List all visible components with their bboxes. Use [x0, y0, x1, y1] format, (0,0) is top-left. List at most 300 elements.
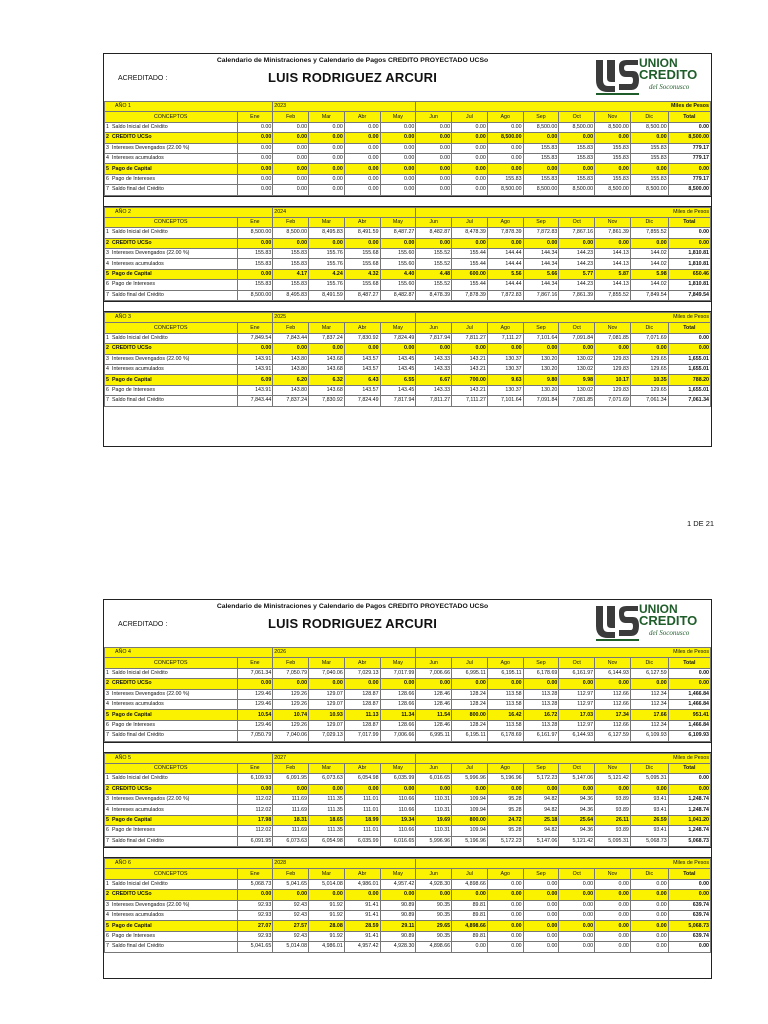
logo-line1: UNION [639, 602, 678, 616]
table-cell: 0.00 [380, 164, 416, 174]
table-cell: 0.00 [630, 900, 668, 910]
table-cell: 0.00 [595, 238, 631, 248]
table-cell: 0.00 [668, 879, 710, 889]
table-cell: 129.46 [237, 699, 273, 709]
table-cell: 113.58 [487, 699, 523, 709]
table-cell: 143.21 [452, 364, 488, 374]
table-cell: 6,178.69 [523, 668, 559, 678]
table-cell: 128.46 [416, 689, 452, 699]
table-cell: 5.87 [595, 269, 631, 279]
table-cell: 5,147.06 [523, 836, 559, 846]
table-cell: 0.00 [487, 153, 523, 163]
row-label-text: Saldo Inicial del Crédito [112, 775, 168, 782]
table-cell: 144.13 [595, 280, 631, 290]
table-cell: 7,837.24 [273, 396, 309, 406]
table-cell: 129.26 [273, 720, 309, 730]
table-cell: 0.00 [487, 931, 523, 941]
table-cell: 0.00 [452, 784, 488, 794]
table-cell: 0.00 [309, 238, 345, 248]
table-cell: 7,029.13 [344, 668, 380, 678]
table-cell: 7,811.27 [452, 333, 488, 343]
month-header: Dic [630, 658, 668, 668]
row-label-text: Pago de Intereses [112, 721, 155, 728]
table-cell: 94.36 [559, 826, 595, 836]
table-cell: 7,830.92 [344, 333, 380, 343]
year-value: 2026 [273, 648, 416, 658]
table-cell: 94.36 [559, 805, 595, 815]
row-index: 4 [106, 260, 109, 267]
year-value: 2027 [273, 753, 416, 763]
table-cell: 0.00 [630, 784, 668, 794]
table-cell: 0.00 [668, 344, 710, 354]
table-cell: 0.00 [668, 774, 710, 784]
table-cell: 8,500.00 [668, 133, 710, 143]
table-cell: 0.00 [273, 122, 309, 132]
table-cell: 0.00 [487, 942, 523, 952]
table-cell: 0.00 [416, 344, 452, 354]
year-label: AÑO 5 [105, 753, 273, 763]
table-cell: 109.94 [452, 805, 488, 815]
table-cell: 1,041.20 [668, 815, 710, 825]
table-cell: 7,081.85 [559, 396, 595, 406]
table-cell: 130.37 [487, 364, 523, 374]
month-header: May [380, 112, 416, 122]
table-cell: 0.00 [452, 890, 488, 900]
table-cell: 143.57 [344, 354, 380, 364]
table-cell: 4,957.42 [344, 942, 380, 952]
row-index: 7 [106, 186, 109, 193]
month-header: Sep [523, 658, 559, 668]
table-cell: 27.57 [273, 921, 309, 931]
row-index: 6 [106, 932, 109, 939]
table-cell: 7,843.44 [273, 333, 309, 343]
table-cell: 6,995.11 [416, 731, 452, 741]
row-label [105, 185, 238, 195]
month-header: Abr [344, 869, 380, 879]
table-cell: 0.00 [380, 784, 416, 794]
table-cell: 7,040.06 [273, 731, 309, 741]
table-cell: 128.87 [344, 720, 380, 730]
row-label [105, 133, 238, 143]
table-cell: 95.28 [487, 826, 523, 836]
table-cell: 6,144.93 [559, 731, 595, 741]
table-row [105, 333, 711, 343]
table-cell: 7,061.34 [668, 396, 710, 406]
row-label-text: Saldo final del Crédito [112, 732, 164, 739]
table-cell: 6,016.65 [380, 836, 416, 846]
year-row [105, 102, 711, 112]
table-cell: 129.65 [630, 385, 668, 395]
table-cell: 0.00 [452, 164, 488, 174]
row-label-text: CREDITO UCSo [112, 239, 152, 246]
table-cell: 9.80 [523, 375, 559, 385]
table-cell: 92.43 [273, 931, 309, 941]
row-index: 5 [106, 817, 109, 824]
column-header-row [105, 323, 711, 333]
table-cell: 0.00 [559, 910, 595, 920]
table-cell: 130.20 [523, 385, 559, 395]
table-cell: 0.00 [559, 931, 595, 941]
table-cell: 6,109.93 [630, 731, 668, 741]
table-cell: 0.00 [487, 164, 523, 174]
table-cell: 0.00 [559, 133, 595, 143]
row-label-text: Intereses acumulados [112, 155, 164, 162]
table-cell: 111.69 [273, 826, 309, 836]
table-cell: 9.98 [559, 375, 595, 385]
row-index: 1 [106, 669, 109, 676]
table-cell: 6.09 [237, 375, 273, 385]
row-label [105, 774, 238, 784]
table-cell: 7,837.24 [309, 333, 345, 343]
month-header: Dic [630, 869, 668, 879]
column-header-row [105, 217, 711, 227]
schedule-page-1 [103, 53, 712, 447]
table-cell: 0.00 [559, 164, 595, 174]
row-label [105, 333, 238, 343]
table-cell: 129.83 [595, 364, 631, 374]
table-cell: 0.00 [452, 133, 488, 143]
table-cell: 0.00 [523, 910, 559, 920]
table-cell: 0.00 [237, 143, 273, 153]
month-header: Feb [273, 217, 309, 227]
table-cell: 8,500.00 [523, 185, 559, 195]
table-cell: 6,091.95 [273, 774, 309, 784]
row-index: 4 [106, 806, 109, 813]
row-label [105, 879, 238, 889]
table-cell: 129.26 [273, 699, 309, 709]
table-cell: 144.23 [559, 280, 595, 290]
logo-subtitle: del Soconusco [649, 83, 690, 91]
section-divider [104, 196, 711, 207]
table-cell: 6,144.93 [595, 668, 631, 678]
table-cell: 109.94 [452, 826, 488, 836]
table-cell: 0.00 [523, 344, 559, 354]
table-cell: 0.00 [273, 153, 309, 163]
row-label-text: Saldo final del Crédito [112, 186, 164, 193]
table-cell: 788.20 [668, 375, 710, 385]
table-cell: 144.34 [523, 249, 559, 259]
table-cell: 4.32 [344, 269, 380, 279]
month-header: Dic [630, 323, 668, 333]
table-cell: 8,487.27 [380, 228, 416, 238]
row-label [105, 174, 238, 184]
table-cell: 700.00 [452, 375, 488, 385]
table-cell: 0.00 [452, 679, 488, 689]
table-cell: 8,500.00 [559, 122, 595, 132]
table-cell: 129.07 [309, 720, 345, 730]
month-header: Jul [452, 323, 488, 333]
row-index: 3 [106, 796, 109, 803]
table-cell: 1,655.01 [668, 385, 710, 395]
table-cell: 639.74 [668, 931, 710, 941]
table-cell: 19.69 [416, 815, 452, 825]
table-row [105, 185, 711, 195]
table-cell: 0.00 [668, 228, 710, 238]
table-cell: 779.17 [668, 174, 710, 184]
row-label-text: Saldo final del Crédito [112, 397, 164, 404]
table-cell: 27.07 [237, 921, 273, 931]
table-cell: 112.02 [237, 795, 273, 805]
month-header: Nov [595, 323, 631, 333]
table-cell: 1,655.01 [668, 354, 710, 364]
table-cell: 7,878.39 [487, 228, 523, 238]
table-cell: 5,014.08 [309, 879, 345, 889]
units-label: Miles de Pesos [416, 859, 711, 869]
month-header: Mar [309, 112, 345, 122]
table-cell: 0.00 [523, 784, 559, 794]
table-row [105, 143, 711, 153]
month-header: Jun [416, 217, 452, 227]
table-cell: 111.35 [309, 795, 345, 805]
month-header: Mar [309, 323, 345, 333]
table-cell: 0.00 [344, 185, 380, 195]
table-cell: 8,482.87 [380, 290, 416, 300]
table-cell: 11.34 [380, 710, 416, 720]
table-cell: 0.00 [273, 133, 309, 143]
table-cell: 7,867.16 [559, 228, 595, 238]
table-cell: 10.54 [237, 710, 273, 720]
table-cell: 8,500.00 [630, 185, 668, 195]
table-cell: 6.32 [309, 375, 345, 385]
table-cell: 5,068.73 [237, 879, 273, 889]
table-cell: 0.00 [595, 890, 631, 900]
table-cell: 155.83 [630, 143, 668, 153]
section-divider [104, 742, 711, 753]
table-cell: 1,810.81 [668, 249, 710, 259]
table-cell: 0.00 [559, 679, 595, 689]
table-row [105, 259, 711, 269]
table-cell: 155.68 [344, 280, 380, 290]
table-cell: 91.92 [309, 900, 345, 910]
table-cell: 4.17 [273, 269, 309, 279]
table-cell: 7,849.54 [630, 290, 668, 300]
table-cell: 8,482.87 [416, 228, 452, 238]
table-cell: 128.24 [452, 699, 488, 709]
table-cell: 128.24 [452, 689, 488, 699]
table-cell: 155.83 [559, 174, 595, 184]
table-cell: 129.83 [595, 354, 631, 364]
table-cell: 28.08 [309, 921, 345, 931]
table-cell: 129.07 [309, 689, 345, 699]
table-cell: 0.00 [344, 143, 380, 153]
table-cell: 0.00 [630, 931, 668, 941]
table-cell: 93.89 [595, 795, 631, 805]
table-cell: 7,061.34 [237, 668, 273, 678]
row-label [105, 720, 238, 730]
table-cell: 7,017.99 [344, 731, 380, 741]
table-cell: 8,500.00 [487, 133, 523, 143]
table-cell: 0.00 [595, 164, 631, 174]
row-label [105, 375, 238, 385]
table-cell: 93.89 [595, 805, 631, 815]
table-row [105, 375, 711, 385]
month-header: Ene [237, 217, 273, 227]
row-index: 3 [106, 144, 109, 151]
row-label-text: Pago de Intereses [112, 932, 155, 939]
row-label [105, 689, 238, 699]
table-cell: 26.59 [630, 815, 668, 825]
row-label [105, 931, 238, 941]
table-cell: 143.68 [309, 385, 345, 395]
table-cell: 0.00 [309, 133, 345, 143]
month-header: Dic [630, 112, 668, 122]
table-cell: 92.43 [273, 910, 309, 920]
table-cell: 0.00 [668, 679, 710, 689]
table-cell: 0.00 [630, 890, 668, 900]
row-label-text: Intereses acumulados [112, 912, 164, 919]
table-cell: 90.35 [416, 900, 452, 910]
table-cell: 93.41 [630, 805, 668, 815]
table-cell: 155.83 [237, 280, 273, 290]
year-label: AÑO 2 [105, 207, 273, 217]
table-cell: 6,054.98 [309, 836, 345, 846]
table-cell: 0.00 [595, 910, 631, 920]
table-cell: 6,073.63 [309, 774, 345, 784]
table-cell: 112.02 [237, 826, 273, 836]
table-cell: 5.56 [487, 269, 523, 279]
table-cell: 0.00 [380, 143, 416, 153]
table-cell: 7,855.52 [595, 290, 631, 300]
month-header: Ene [237, 869, 273, 879]
table-cell: 0.00 [237, 344, 273, 354]
row-index: 2 [106, 680, 109, 687]
table-cell: 130.02 [559, 385, 595, 395]
table-cell: 6,035.99 [344, 836, 380, 846]
table-cell: 144.44 [487, 249, 523, 259]
table-cell: 7,091.84 [559, 333, 595, 343]
table-cell: 0.00 [273, 344, 309, 354]
table-cell: 0.00 [273, 143, 309, 153]
table-cell: 0.00 [309, 679, 345, 689]
table-cell: 0.00 [237, 133, 273, 143]
table-cell: 130.20 [523, 354, 559, 364]
table-row [105, 164, 711, 174]
table-cell: 8,491.59 [309, 290, 345, 300]
table-row [105, 910, 711, 920]
table-cell: 8,495.83 [309, 228, 345, 238]
table-row [105, 774, 711, 784]
table-cell: 800.00 [452, 815, 488, 825]
table-cell: 29.11 [380, 921, 416, 931]
table-cell: 155.83 [630, 153, 668, 163]
table-cell: 4,986.01 [344, 879, 380, 889]
table-cell: 8,500.00 [273, 228, 309, 238]
row-label [105, 668, 238, 678]
table-cell: 0.00 [416, 174, 452, 184]
row-label-text: Intereses acumulados [112, 260, 164, 267]
year-label: AÑO 6 [105, 859, 273, 869]
table-cell: 26.11 [595, 815, 631, 825]
table-cell: 5,121.42 [595, 774, 631, 784]
row-label-text: Pago de Intereses [112, 281, 155, 288]
table-cell: 0.00 [237, 679, 273, 689]
table-cell: 0.00 [273, 174, 309, 184]
row-label-text: CREDITO UCSo [112, 134, 152, 141]
row-index: 2 [106, 345, 109, 352]
table-cell: 0.00 [309, 153, 345, 163]
row-index: 5 [106, 376, 109, 383]
logo-line2: CREDITO [639, 613, 698, 628]
row-label-text: Intereses acumulados [112, 701, 164, 708]
table-cell: 109.94 [452, 795, 488, 805]
year-section [104, 847, 711, 953]
year-section [104, 101, 711, 196]
table-cell: 144.02 [630, 259, 668, 269]
table-cell: 129.46 [237, 689, 273, 699]
row-index: 2 [106, 891, 109, 898]
year-value: 2025 [273, 313, 416, 323]
table-cell: 111.01 [344, 805, 380, 815]
units-label: Miles de Pesos [416, 313, 711, 323]
row-label [105, 731, 238, 741]
table-cell: 155.52 [416, 259, 452, 269]
table-cell: 10.17 [595, 375, 631, 385]
table-cell: 0.00 [595, 942, 631, 952]
table-cell: 0.00 [630, 238, 668, 248]
table-cell: 7,111.27 [452, 396, 488, 406]
table-cell: 0.00 [237, 164, 273, 174]
units-label: Miles de Pesos [416, 102, 711, 112]
table-cell: 155.83 [273, 280, 309, 290]
table-cell: 143.80 [273, 385, 309, 395]
table-cell: 8,500.00 [595, 122, 631, 132]
table-cell: 7,849.54 [668, 290, 710, 300]
table-cell: 155.83 [273, 249, 309, 259]
table-cell: 0.00 [380, 153, 416, 163]
row-label [105, 290, 238, 300]
concepts-header: CONCEPTOS [105, 323, 238, 333]
table-cell: 155.83 [273, 259, 309, 269]
table-row [105, 668, 711, 678]
concepts-header: CONCEPTOS [105, 763, 238, 773]
table-cell: 95.28 [487, 805, 523, 815]
year-row [105, 648, 711, 658]
table-cell: 94.82 [523, 826, 559, 836]
table-cell: 0.00 [487, 879, 523, 889]
row-label [105, 385, 238, 395]
table-cell: 0.00 [630, 921, 668, 931]
table-cell: 8,495.83 [273, 290, 309, 300]
section-divider [104, 301, 711, 312]
row-label [105, 699, 238, 709]
table-cell: 110.66 [380, 795, 416, 805]
table-cell: 0.00 [237, 238, 273, 248]
row-label [105, 679, 238, 689]
table-cell: 155.52 [416, 280, 452, 290]
row-label [105, 143, 238, 153]
table-row [105, 815, 711, 825]
table-cell: 7,817.94 [416, 333, 452, 343]
table-cell: 110.66 [380, 826, 416, 836]
table-cell: 0.00 [416, 784, 452, 794]
table-cell: 0.00 [344, 122, 380, 132]
row-index: 4 [106, 701, 109, 708]
table-cell: 6,109.93 [237, 774, 273, 784]
table-cell: 113.58 [487, 689, 523, 699]
month-header: Jun [416, 869, 452, 879]
row-label-text: Saldo final del Crédito [112, 837, 164, 844]
row-label-text: Pago de Intereses [112, 175, 155, 182]
month-header: Ago [487, 869, 523, 879]
month-header: Ago [487, 217, 523, 227]
row-label [105, 942, 238, 952]
table-cell: 11.13 [344, 710, 380, 720]
table-cell: 0.00 [452, 143, 488, 153]
table-cell: 129.83 [595, 385, 631, 395]
table-cell: 0.00 [487, 679, 523, 689]
table-cell: 155.83 [237, 259, 273, 269]
table-cell: 7,017.99 [380, 668, 416, 678]
